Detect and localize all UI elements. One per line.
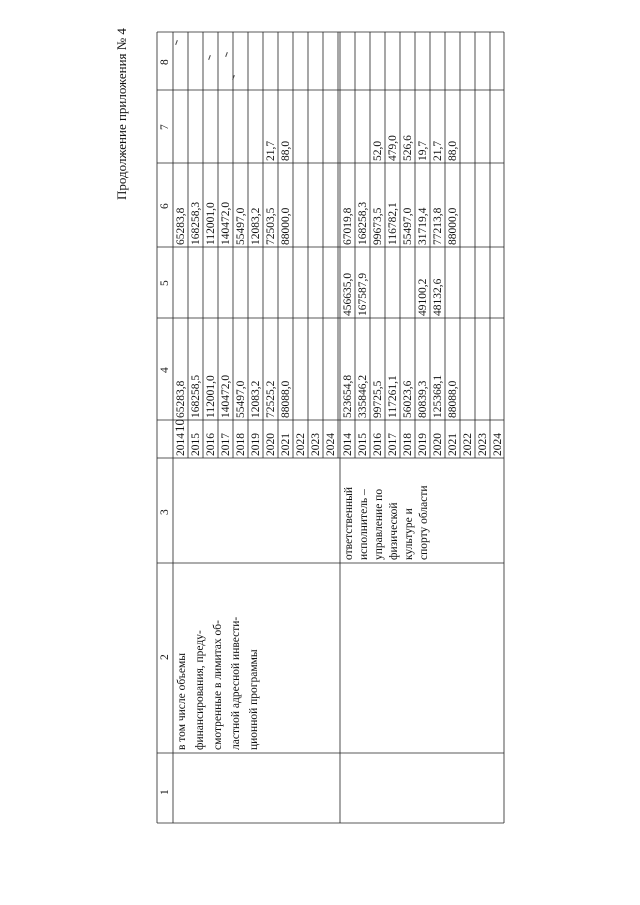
- value-cell-col6: 99673,5: [372, 207, 384, 245]
- page-number: 10: [172, 419, 187, 432]
- year-cell: 2024: [325, 433, 337, 456]
- year-cell: 2020: [265, 433, 277, 456]
- value-cell-col5: 49100,2: [417, 278, 429, 316]
- year-cell: 2016: [205, 433, 217, 456]
- column-number-3: 3: [159, 509, 171, 515]
- value-cell-col4: 112001,0: [205, 375, 217, 418]
- responsible-executor-line: физической: [388, 502, 400, 560]
- year-cell: 2015: [357, 433, 369, 456]
- column-number-2: 2: [159, 654, 171, 660]
- column-number-6: 6: [159, 203, 171, 209]
- value-cell-col4: 88088,0: [447, 380, 459, 418]
- value-cell-col4: 117261,1: [387, 375, 399, 418]
- funding-description-line: финансирования, преду-: [194, 630, 206, 750]
- responsible-executor-line: культуре и: [403, 508, 415, 560]
- year-cell: 2019: [250, 433, 262, 456]
- responsible-executor-line: исполнитель –: [358, 489, 370, 560]
- appendix-title: Продолжение приложения № 4: [114, 28, 129, 200]
- value-cell-col4: 523654,8: [342, 374, 354, 418]
- funding-description-line: ционной программы: [248, 649, 260, 750]
- responsible-executor-line: ответственный: [343, 486, 355, 560]
- value-cell-col4: 125368,1: [432, 374, 444, 418]
- value-cell-col6: 140472,0: [220, 201, 232, 245]
- column-number-8: 8: [159, 59, 171, 65]
- value-cell-col4: 72525,2: [265, 380, 277, 418]
- value-cell-col4: 56023,6: [402, 380, 414, 418]
- value-cell-col5: 167587,9: [357, 272, 369, 316]
- value-cell-col6: 72503,5: [265, 207, 277, 245]
- year-cell: 2014: [342, 433, 354, 456]
- value-cell-col5: 48132,6: [432, 278, 444, 316]
- year-cell: 2024: [492, 433, 504, 456]
- year-cell: 2014: [175, 433, 187, 456]
- column-number-7: 7: [159, 124, 171, 130]
- value-cell-col6: 65283,8: [175, 207, 187, 245]
- funding-description-line: в том числе объемы: [176, 653, 188, 750]
- value-cell-col4: 140472,0: [220, 374, 232, 418]
- value-cell-col6: 112001,0: [205, 202, 217, 245]
- value-cell-col7: 21,7: [432, 140, 444, 161]
- year-cell: 2020: [432, 433, 444, 456]
- value-cell-col5: 456635,0: [342, 272, 354, 316]
- year-cell: 2021: [280, 433, 292, 456]
- value-cell-col7: 21,7: [265, 140, 277, 161]
- column-number-4: 4: [159, 367, 171, 373]
- value-cell-col6: 168258,3: [357, 201, 369, 245]
- value-cell-col6: 67019,8: [342, 207, 354, 245]
- column-number-1: 1: [159, 789, 171, 795]
- value-cell-col7: 88,0: [447, 140, 459, 161]
- year-cell: 2019: [417, 433, 429, 456]
- value-cell-col7: 479,0: [387, 135, 399, 161]
- value-cell-col6: 168258,3: [190, 201, 202, 245]
- value-cell-col6: 77213,8: [432, 207, 444, 245]
- value-cell-col7: 88,0: [280, 140, 292, 161]
- value-cell-col4: 88088,0: [280, 380, 292, 418]
- year-cell: 2023: [477, 433, 489, 456]
- value-cell-col4: 99725,5: [372, 380, 384, 418]
- value-cell-col6: 116782,1: [387, 202, 399, 245]
- year-cell: 2017: [220, 433, 232, 456]
- year-cell: 2018: [402, 433, 414, 456]
- value-cell-col4: 80839,3: [417, 380, 429, 418]
- value-cell-col6: 31719,4: [417, 207, 429, 245]
- year-cell: 2017: [387, 433, 399, 456]
- year-cell: 2015: [190, 433, 202, 456]
- value-cell-col7: 52,0: [372, 140, 384, 161]
- year-cell: 2022: [295, 433, 307, 456]
- responsible-executor-line: управление по: [373, 488, 385, 560]
- value-cell-col4: 65283,8: [175, 380, 187, 418]
- value-cell-col6: 55497,0: [235, 207, 247, 245]
- funding-description-line: ластной адресной инвести-: [230, 616, 242, 750]
- year-cell: 2023: [310, 433, 322, 456]
- value-cell-col6: 55497,0: [402, 207, 414, 245]
- year-cell: 2016: [372, 433, 384, 456]
- year-cell: 2021: [447, 433, 459, 456]
- year-cell: 2022: [462, 433, 474, 456]
- value-cell-col6: 88000,0: [447, 207, 459, 245]
- responsible-executor-line: спорту области: [418, 485, 430, 560]
- value-cell-col4: 168258,5: [190, 374, 202, 418]
- value-cell-col6: 12083,2: [250, 207, 262, 245]
- funding-description-line: смотренные в лимитах об-: [212, 620, 224, 750]
- year-cell: 2018: [235, 433, 247, 456]
- value-cell-col4: 335846,2: [357, 374, 369, 418]
- value-cell-col6: 88000,0: [280, 207, 292, 245]
- value-cell-col7: 526,6: [402, 135, 414, 161]
- value-cell-col7: 19,7: [417, 140, 429, 161]
- column-number-5: 5: [159, 280, 171, 286]
- value-cell-col4: 55497,0: [235, 380, 247, 418]
- value-cell-col4: 12083,2: [250, 380, 262, 418]
